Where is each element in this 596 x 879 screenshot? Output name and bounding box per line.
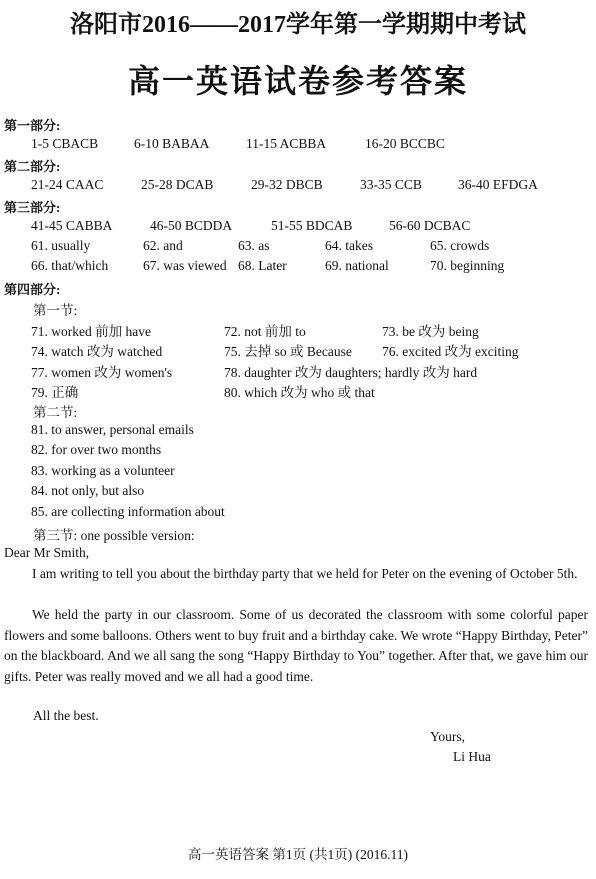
- cloze-answer: 67. was viewed: [143, 258, 227, 273]
- sentence-item: 81. to answer, personal emails: [31, 422, 194, 437]
- letter-paragraph: We held the party in our classroom. Some of us decorated the classroom with some colorful paper flowers and some balloons. Others went to buy fruit and a birthday cake. We wrote “Happy Birthday, Peter” on the blackboard. And we all sang the song “Happy Birthday to You” together. After that, we gave him our gifts. Peter was really moved and we all had a good time.: [4, 607, 588, 684]
- sentence-item: 83. working as a volunteer: [31, 463, 175, 478]
- section1-label: 第一节:: [33, 303, 78, 318]
- correction-item: 73. be 改为 being: [382, 324, 479, 339]
- part3-answer: 41-45 CABBA: [31, 218, 113, 233]
- part3-answer: 46-50 BCDDA: [150, 218, 233, 233]
- correction-item: 79. 正确: [31, 385, 79, 400]
- correction-item: 71. worked 前加 have: [31, 324, 151, 339]
- cloze-answer: 69. national: [325, 258, 389, 273]
- letter-salutation: Dear Mr Smith,: [4, 545, 90, 560]
- part4-heading: 第四部分:: [4, 282, 61, 297]
- letter-sign-off: Yours,: [430, 729, 466, 744]
- cloze-answer: 66. that/which: [31, 258, 109, 273]
- part1-answer: 11-15 ACBBA: [246, 136, 327, 151]
- correction-item: 80. which 改为 who 或 that: [224, 385, 375, 400]
- part3-answer: 51-55 BDCAB: [271, 218, 353, 233]
- part2-answer: 25-28 DCAB: [141, 177, 214, 192]
- part1-answer: 1-5 CBACB: [31, 136, 99, 151]
- letter-closing: All the best.: [33, 708, 99, 723]
- cloze-answer: 64. takes: [325, 238, 373, 253]
- sentence-item: 84. not only, but also: [31, 483, 145, 498]
- part2-answer: 33-35 CCB: [360, 177, 422, 192]
- cloze-answer: 61. usually: [31, 238, 91, 253]
- part2-heading: 第二部分:: [4, 159, 61, 174]
- cloze-answer: 70. beginning: [430, 258, 505, 273]
- cloze-answer: 65. crowds: [430, 238, 490, 253]
- title-line-1: 洛阳市2016——2017学年第一学期期中考试: [70, 12, 526, 38]
- correction-item: 77. women 改为 women's: [31, 365, 173, 380]
- cloze-answer: 63. as: [238, 238, 270, 253]
- part1-answer: 16-20 BCCBC: [365, 136, 445, 151]
- correction-item: 78. daughter 改为 daughters; hardly 改为 hard: [224, 365, 478, 380]
- correction-item: 72. not 前加 to: [224, 324, 306, 339]
- part2-answer: 21-24 CAAC: [31, 177, 104, 192]
- section2-label: 第二节:: [33, 405, 78, 420]
- part1-heading: 第一部分:: [4, 118, 61, 133]
- part3-answer: 56-60 DCBAC: [389, 218, 471, 233]
- part3-heading: 第三部分:: [4, 200, 61, 215]
- correction-item: 75. 去掉 so 或 Because: [224, 344, 352, 359]
- sentence-item: 85. are collecting information about: [31, 504, 225, 519]
- letter-paragraph: I am writing to tell you about the birthday party that we held for Peter on the evening of October 5th.: [32, 566, 578, 581]
- part2-answer: 36-40 EFDGA: [458, 177, 538, 192]
- sentence-item: 82. for over two months: [31, 442, 162, 457]
- part1-answer: 6-10 BABAA: [134, 136, 210, 151]
- cloze-answer: 62. and: [143, 238, 183, 253]
- title-line-2: 高一英语试卷参考答案: [127, 63, 468, 99]
- correction-item: 74. watch 改为 watched: [31, 344, 163, 359]
- page-footer: 高一英语答案 第1页 (共1页) (2016.11): [188, 847, 408, 862]
- part2-answer: 29-32 DBCB: [251, 177, 323, 192]
- letter-signature: Li Hua: [453, 749, 491, 764]
- section3-label: 第三节: one possible version:: [33, 528, 195, 543]
- cloze-answer: 68. Later: [238, 258, 287, 273]
- correction-item: 76. excited 改为 exciting: [382, 344, 519, 359]
